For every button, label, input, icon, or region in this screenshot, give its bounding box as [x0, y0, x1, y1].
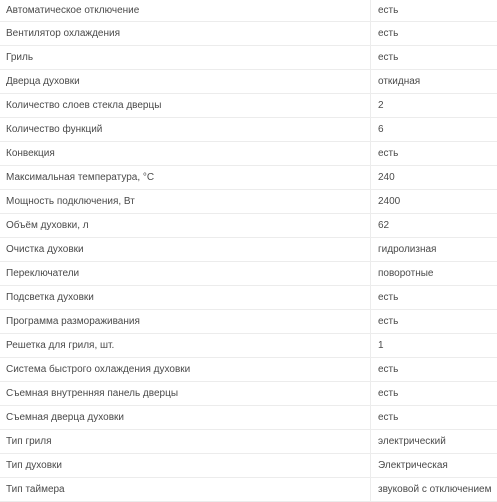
spec-label: Количество слоев стекла дверцы — [0, 94, 371, 118]
table-row — [0, 238, 497, 262]
spec-value: Электрическая — [371, 454, 497, 478]
spec-value: есть — [371, 22, 497, 46]
table-row — [0, 190, 497, 214]
table-row — [0, 430, 497, 454]
spec-value: есть — [371, 286, 497, 310]
table-row — [0, 310, 497, 334]
spec-value: поворотные — [371, 262, 497, 286]
spec-value: 62 — [371, 214, 497, 238]
spec-label: Программа размораживания — [0, 310, 371, 334]
table-row — [0, 262, 497, 286]
spec-label: Решетка для гриля, шт. — [0, 334, 371, 358]
spec-label: Переключатели — [0, 262, 371, 286]
table-row — [0, 214, 497, 238]
spec-value: есть — [371, 46, 497, 70]
spec-label: Система быстрого охлаждения духовки — [0, 358, 371, 382]
spec-label: Гриль — [0, 46, 371, 70]
spec-value: откидная — [371, 70, 497, 94]
table-row — [0, 286, 497, 310]
table-row — [0, 454, 497, 478]
spec-value: звуковой с отключением — [371, 478, 497, 502]
table-row — [0, 94, 497, 118]
spec-label: Дверца духовки — [0, 70, 371, 94]
table-row — [0, 358, 497, 382]
spec-value: гидролизная — [371, 238, 497, 262]
spec-label: Максимальная температура, °С — [0, 166, 371, 190]
spec-label: Съемная дверца духовки — [0, 406, 371, 430]
spec-value: электрический — [371, 430, 497, 454]
table-row — [0, 118, 497, 142]
table-row — [0, 142, 497, 166]
spec-value: есть — [371, 406, 497, 430]
spec-label: Вентилятор охлаждения — [0, 22, 371, 46]
spec-value: есть — [371, 382, 497, 406]
spec-label: Тип гриля — [0, 430, 371, 454]
spec-label: Мощность подключения, Вт — [0, 190, 371, 214]
table-row — [0, 70, 497, 94]
table-row — [0, 478, 497, 502]
table-row — [0, 22, 497, 46]
table-row — [0, 382, 497, 406]
spec-value: есть — [371, 142, 497, 166]
spec-value: 2 — [371, 94, 497, 118]
table-row — [0, 46, 497, 70]
spec-label: Подсветка духовки — [0, 286, 371, 310]
spec-label: Автоматическое отключение — [0, 0, 371, 22]
spec-value: 6 — [371, 118, 497, 142]
spec-value: 2400 — [371, 190, 497, 214]
spec-label: Тип духовки — [0, 454, 371, 478]
spec-label: Тип таймера — [0, 478, 371, 502]
spec-label: Очистка духовки — [0, 238, 371, 262]
spec-label: Объём духовки, л — [0, 214, 371, 238]
table-row — [0, 166, 497, 190]
table-row — [0, 406, 497, 430]
spec-label: Конвекция — [0, 142, 371, 166]
table-row — [0, 334, 497, 358]
spec-value: есть — [371, 358, 497, 382]
spec-label: Количество функций — [0, 118, 371, 142]
spec-value: 240 — [371, 166, 497, 190]
spec-label: Съемная внутренняя панель дверцы — [0, 382, 371, 406]
table-row — [0, 0, 497, 22]
spec-value: есть — [371, 0, 497, 22]
spec-value: 1 — [371, 334, 497, 358]
spec-value: есть — [371, 310, 497, 334]
